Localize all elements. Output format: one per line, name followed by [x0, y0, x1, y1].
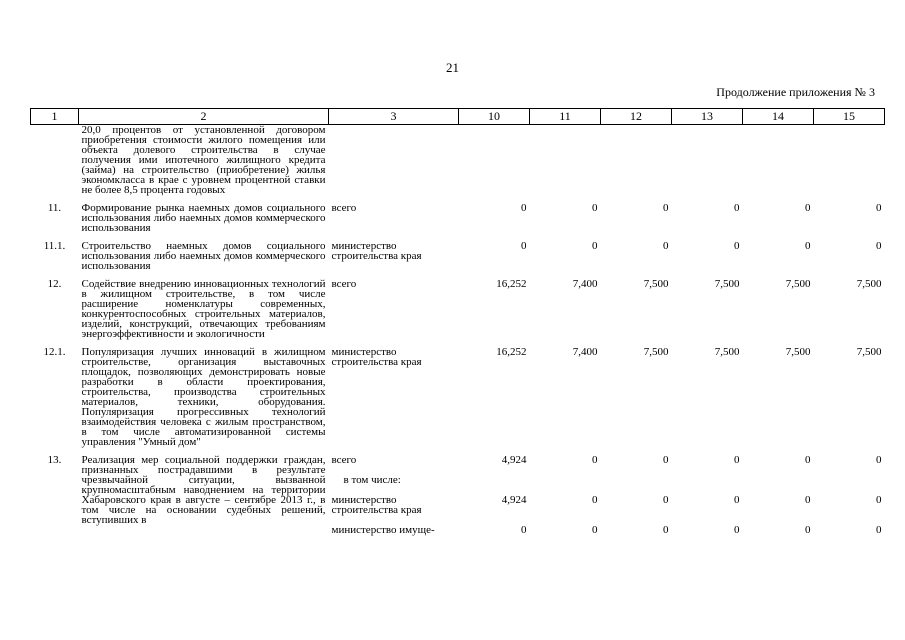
page-number: 21: [446, 60, 459, 75]
row-number: 11.1.: [43, 240, 66, 252]
row-value: 0: [734, 454, 740, 466]
row-value: [675, 475, 740, 495]
row-value: 7,500: [856, 278, 882, 290]
row-value: 0: [663, 454, 669, 466]
row-value: 0: [521, 240, 527, 252]
row-value: [604, 475, 669, 495]
row-responsible: министерство строительства края: [331, 240, 422, 262]
row-value: 7,500: [714, 346, 740, 358]
row-number: 12.: [47, 278, 62, 290]
sub-responsible: в том числе:: [343, 474, 401, 486]
row-value-stack: [530, 455, 601, 537]
row-value: 0: [734, 494, 740, 506]
table-row: [31, 279, 885, 339]
row-description: 20,0 процентов от установленной договором приобретения стоимости жилого помещения или объекта долевого строительства в случае получения ими ипотечного жилищного кредита (займа) на строительство (приобретение) жилья экономкласса в крае с уровнем процентной ставки не более 8,5 процента годовых: [81, 124, 326, 196]
row-description: Популяризация лучших инноваций в жилищном строительстве, организация выставочных площадок, позволяющих демонстрировать новые разработки в области проектирования, строительства, производства строительных материалов, техники, оборудования. Популяризация прогрессивных технологий взаимодействия человека с жилым пространством, в том числе автоматизированной системы управления "Умный дом": [81, 346, 326, 448]
sub-responsible: министерство строительства края: [331, 494, 422, 516]
row-value: 0: [805, 454, 811, 466]
row-responsible: всего: [331, 278, 357, 290]
row-value: 4,924: [501, 494, 527, 506]
row-value: [817, 475, 882, 495]
row-value: 0: [592, 240, 598, 252]
row-value: 0: [876, 524, 882, 536]
budget-table: [30, 108, 885, 537]
header-col-13: 13: [672, 109, 743, 125]
row-value: 0: [805, 202, 811, 214]
row-description: Формирование рынка наемных домов социального использования либо наемных домов коммерческого использования: [81, 202, 326, 234]
header-col-2: 2: [79, 109, 329, 125]
row-value-stack: [672, 455, 743, 537]
header-col-12: 12: [601, 109, 672, 125]
row-value: 0: [734, 202, 740, 214]
row-responsible: всего: [331, 202, 357, 214]
row-value: [530, 125, 601, 196]
row-value: 7,500: [643, 346, 669, 358]
row-value: 0: [521, 202, 527, 214]
row-value: 16,252: [496, 278, 527, 290]
row-value: 7,400: [572, 346, 598, 358]
row-value: 7,500: [714, 278, 740, 290]
table-row: [31, 203, 885, 233]
header-col-3: 3: [329, 109, 459, 125]
row-responsible: министерство строительства края: [331, 346, 422, 368]
row-description: Реализация мер социальной поддержки граждан, признанных пострадавшими в результате чрезвычайной ситуации, вызванной крупномасштабным наводнением на территории Хабаровского края в августе – сентябре 2013 г., в том числе на основании судебных решений, вступивших в: [81, 454, 326, 526]
row-value: [601, 125, 672, 196]
row-value: 0: [876, 202, 882, 214]
row-value: 0: [663, 202, 669, 214]
sub-responsible: министерство имуще-: [331, 524, 435, 536]
row-value: 7,500: [856, 346, 882, 358]
row-responsible: [329, 455, 459, 537]
row-value: 7,400: [572, 278, 598, 290]
row-value-stack: [601, 455, 672, 537]
row-value: 0: [663, 524, 669, 536]
row-value: 0: [663, 240, 669, 252]
row-value: 0: [592, 202, 598, 214]
sub-responsible: всего: [331, 454, 357, 466]
row-value: 0: [805, 240, 811, 252]
row-value: 0: [805, 494, 811, 506]
table-row: [31, 125, 885, 196]
row-value: 0: [805, 524, 811, 536]
row-value: 0: [592, 494, 598, 506]
row-number: 11.: [47, 202, 62, 214]
header-col-15: 15: [814, 109, 885, 125]
row-value: [743, 125, 814, 196]
row-value: 4,924: [501, 454, 527, 466]
row-value: 16,252: [496, 346, 527, 358]
row-value: 0: [592, 524, 598, 536]
row-number: 12.1.: [43, 346, 66, 358]
row-description: Содействие внедрению инновационных технологий в жилищном строительстве, в том числе расширение номенклатуры современных, конкурентоспособных строительных материалов, изделий, конструкций, отвечающих требованиям энергоэффективности и экологичности: [81, 278, 326, 340]
row-value: [459, 125, 530, 196]
header-col-11: 11: [530, 109, 601, 125]
row-value: 0: [734, 524, 740, 536]
row-value: [533, 475, 598, 495]
row-value: [462, 475, 527, 495]
table-row: [31, 455, 885, 537]
row-value: 0: [876, 494, 882, 506]
continuation-label: Продолжение приложения № 3: [716, 85, 875, 99]
row-value: 0: [876, 454, 882, 466]
header-col-14: 14: [743, 109, 814, 125]
row-number: 13.: [47, 454, 62, 466]
row-value: 0: [734, 240, 740, 252]
row-value: 7,500: [785, 278, 811, 290]
row-value: 0: [521, 524, 527, 536]
row-value: 7,500: [643, 278, 669, 290]
row-value-stack: [459, 455, 530, 537]
row-value: [672, 125, 743, 196]
table-row: [31, 241, 885, 271]
row-number: [31, 125, 79, 196]
row-value: 0: [592, 454, 598, 466]
row-description: Строительство наемных домов социального использования либо наемных домов коммерческого использования: [81, 240, 326, 272]
row-value: [814, 125, 885, 196]
row-value: 7,500: [785, 346, 811, 358]
table-header-row: [31, 109, 885, 125]
header-col-10: 10: [459, 109, 530, 125]
header-col-1: 1: [31, 109, 79, 125]
row-value: 0: [876, 240, 882, 252]
row-responsible: [329, 125, 459, 196]
row-value: [746, 475, 811, 495]
row-value-stack: [743, 455, 814, 537]
table-row: [31, 347, 885, 447]
row-value-stack: [814, 455, 885, 537]
row-value: 0: [663, 494, 669, 506]
